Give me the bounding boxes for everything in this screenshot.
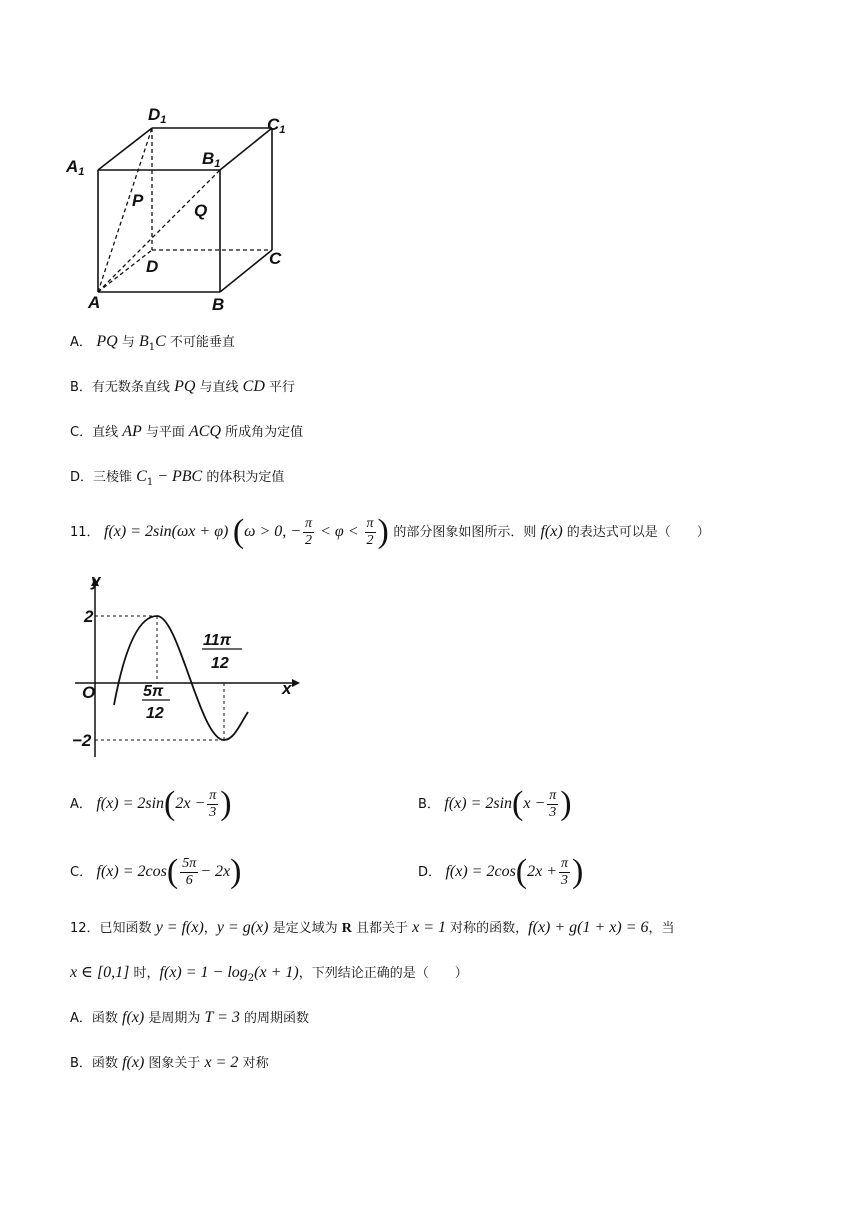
q12-option-b[interactable]: B．函数 f(x) 图象关于 x = 2 对称 [70,1054,269,1071]
q10-option-b[interactable]: B．有无数条直线 PQ 与直线 CD 平行 [70,378,296,395]
trough-x-den: 12 [211,655,229,672]
y-min-label: −2 [72,731,92,750]
q12-stem-line-2: x ∈ [0,1] 时，$f(x) = 1 - \log_2(x + 1)$，下列结论正确的是（ ） [70,964,468,984]
label-p: P [132,191,144,210]
label-d1: D1 [148,105,167,126]
label-q: Q [194,201,208,220]
y-max-label: 2 [84,607,94,626]
fraction-pi-over-2: $\frac{\pi}{2}$ [366,515,374,548]
peak-x-den: 12 [146,705,164,722]
label-a: A [88,293,101,312]
q11-option-d[interactable]: D． f(x) = 2cos(2x + $\frac{\pi}{3}$ ) [418,853,584,890]
label-b1: B1 [202,149,221,170]
sine-graph [60,572,310,762]
trough-x-num: 11π [203,632,231,649]
q10-option-a[interactable]: A． PQ 与 $B_1C$ 不可能垂直 [70,333,235,353]
fraction-pi-over-2: $\frac{\pi}{2}$ [305,515,313,548]
label-b: B [212,295,225,314]
axis-label-y: y [91,572,101,590]
cube-figure [60,100,310,315]
origin-label: O [82,683,96,702]
label-a1: A1 [66,157,85,178]
q11-option-c[interactable]: C． f(x) = 2cos( $\frac{5\pi}{6}$ − 2x) [70,853,242,890]
peak-x-num: 5π [143,683,164,700]
q10-option-d[interactable]: D．三棱锥 $C_1$ − PBC 的体积为定值 [70,468,285,488]
q11-stem: 11． f(x) = 2sin(ωx + φ) (ω > 0, − $\frac{\pi}{2}$ < φ < $\frac{\pi}{2}$ ) 的部分图象如图所示．则 f(x) 的表达式可以是（ ） [70,513,710,550]
label-c1: C1 [267,115,286,136]
q12-stem-line-1: 12．已知函数 y = f(x)，y = g(x) 是定义域为 R 且都关于 x = 1 对称的函数，f(x) + g(1 + x) = 6，当 [70,919,675,936]
q11-option-b[interactable]: B． f(x) = 2sin(x − $\frac{\pi}{3}$ ) [418,785,572,822]
label-d: D [146,257,159,276]
axis-label-x: x [282,679,292,698]
q10-option-c[interactable]: C．直线 AP 与平面 ACQ 所成角为定值 [70,423,304,440]
q12-option-a[interactable]: A．函数 f(x) 是周期为 T = 3 的周期函数 [70,1009,310,1026]
label-c: C [269,249,282,268]
q11-option-a[interactable]: A． f(x) = 2sin(2x − $\frac{\pi}{3}$ ) [70,785,232,822]
